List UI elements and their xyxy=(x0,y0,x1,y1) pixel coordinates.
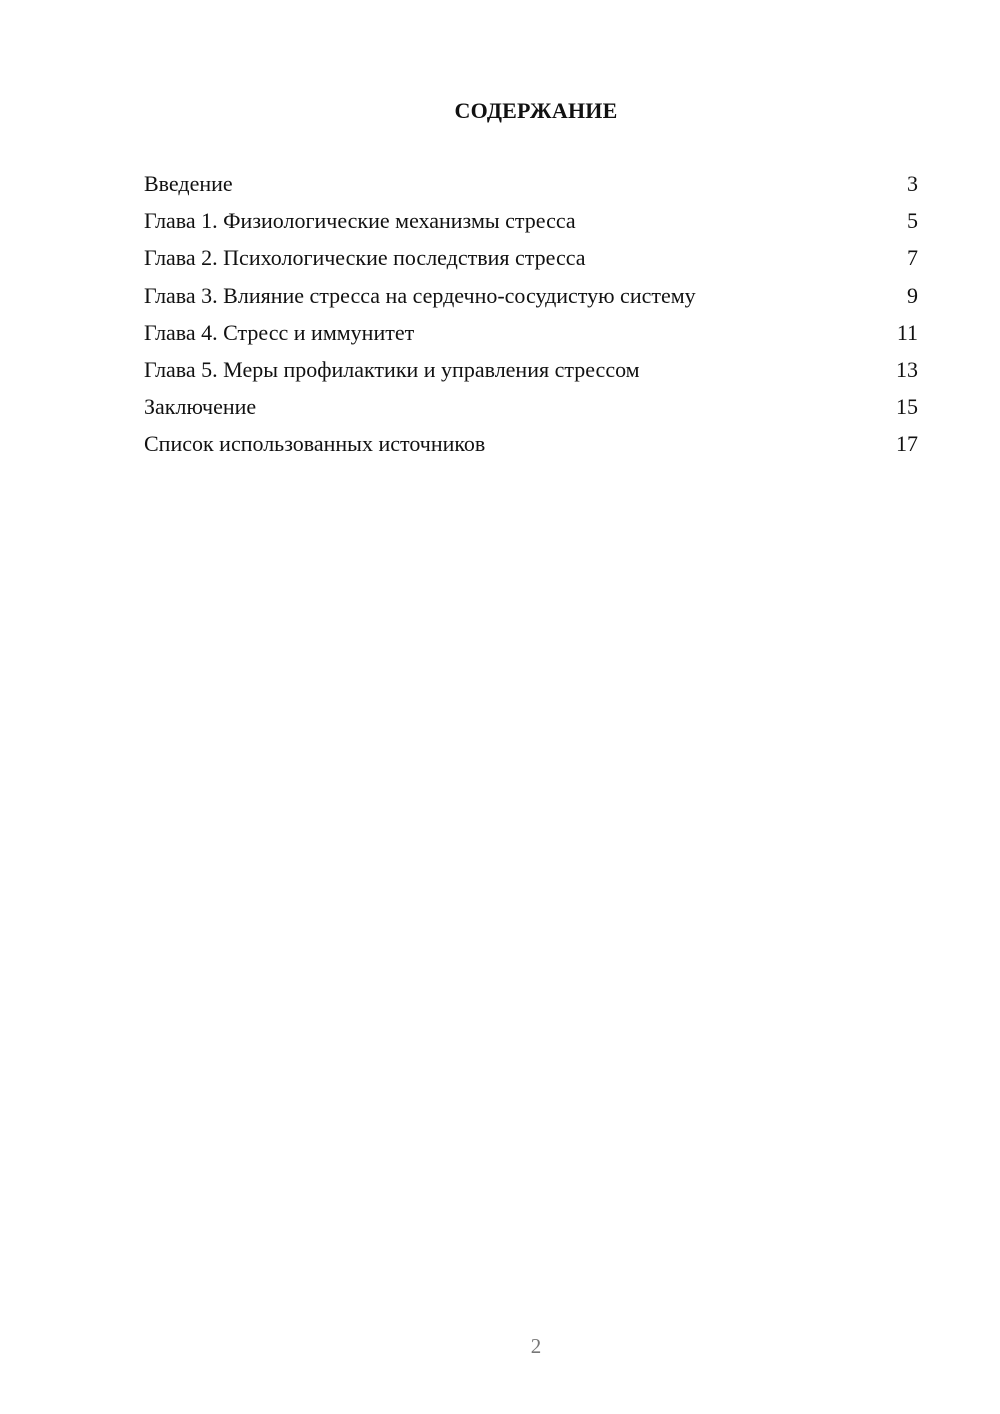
toc-entry-chapter-2 xyxy=(144,242,918,279)
toc-entry-chapter-5 xyxy=(144,354,918,391)
toc-entry-chapter-1 xyxy=(144,205,918,242)
toc-entry-chapter-3 xyxy=(144,280,918,317)
toc-entry-title: Список использованных источников xyxy=(144,431,486,457)
toc-entry-references xyxy=(144,428,918,465)
toc-entry-page: 13 xyxy=(896,356,918,382)
toc-entry-title: Глава 4. Стресс и иммунитет xyxy=(144,319,415,345)
toc-entry-title: Заключение xyxy=(144,394,257,420)
toc-entry-title: Глава 3. Влияние стресса на сердечно-сосудистую систему xyxy=(144,282,696,308)
toc-entry-conclusion xyxy=(144,391,918,428)
toc-entry-page: 15 xyxy=(896,394,918,420)
toc-entry-introduction xyxy=(144,168,918,205)
page-number: 2 xyxy=(530,1334,542,1358)
toc-heading: СОДЕРЖАНИЕ xyxy=(454,98,618,123)
toc-entry-page: 17 xyxy=(896,431,918,457)
toc-list xyxy=(144,168,918,466)
toc-entry-page: 3 xyxy=(907,171,918,196)
toc-entry-title: Глава 1. Физиологические механизмы стресса xyxy=(144,208,576,234)
toc-entry-page: 7 xyxy=(907,245,918,271)
toc-entry-title: Введение xyxy=(144,171,233,196)
toc-entry-chapter-4 xyxy=(144,317,918,354)
toc-entry-title: Глава 2. Психологические последствия стресса xyxy=(144,245,586,271)
toc-entry-title: Глава 5. Меры профилактики и управления стрессом xyxy=(144,356,640,382)
toc-entry-page: 5 xyxy=(907,208,918,234)
toc-entry-page: 9 xyxy=(907,282,918,308)
toc-entry-page: 11 xyxy=(896,319,918,345)
